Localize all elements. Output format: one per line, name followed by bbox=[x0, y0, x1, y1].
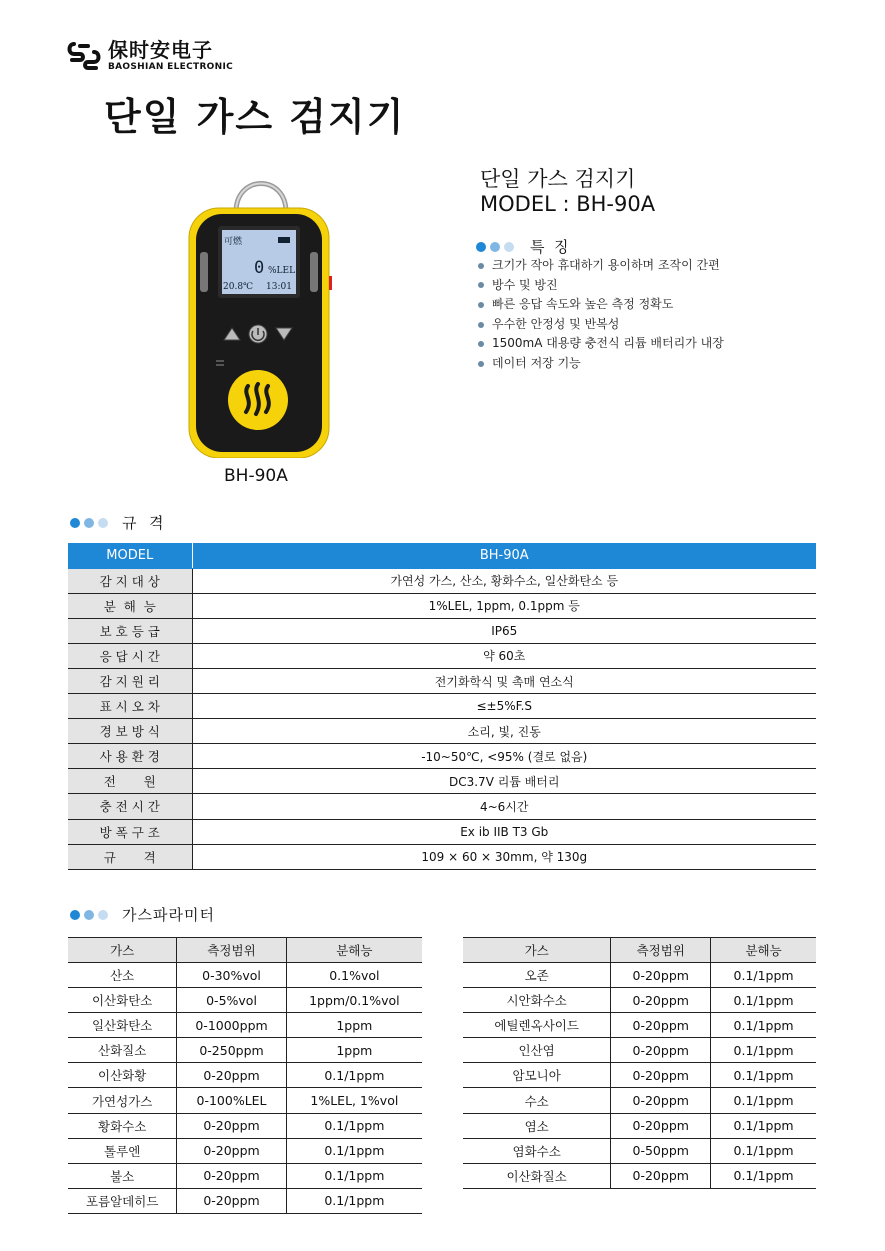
list-item bbox=[478, 334, 724, 354]
column-header-resolution: 분해능 bbox=[286, 938, 422, 963]
gas-range-cell: 0-30%vol bbox=[177, 963, 286, 988]
screen-gas-label: 可燃 bbox=[224, 237, 243, 247]
gas-name-cell: 암모니아 bbox=[463, 1063, 611, 1088]
gas-resolution-cell: 0.1/1ppm bbox=[711, 1013, 816, 1038]
gas-range-cell: 0-20ppm bbox=[177, 1163, 286, 1188]
screen-value: 0 bbox=[254, 258, 265, 278]
gas-range-cell: 0-50ppm bbox=[611, 1138, 711, 1163]
gas-name-cell: 이산화황 bbox=[68, 1063, 177, 1088]
table-row bbox=[68, 1138, 422, 1163]
spec-key: 사 용 환 경 bbox=[68, 744, 192, 769]
page-title: 단일 가스 검지기 bbox=[104, 95, 406, 139]
table-header-row bbox=[463, 938, 816, 963]
gas-name-cell: 에틸렌옥사이드 bbox=[463, 1013, 611, 1038]
table-header-row bbox=[68, 543, 816, 568]
screen-time: 13:01 bbox=[266, 282, 292, 292]
table-row bbox=[68, 568, 816, 593]
table-row bbox=[68, 819, 816, 844]
gas-resolution-cell: 1ppm/0.1%vol bbox=[286, 988, 422, 1013]
feature-text: 우수한 안정성 및 반복성 bbox=[492, 316, 620, 331]
gas-name-cell: 가연성가스 bbox=[68, 1088, 177, 1113]
gas-name-cell: 염화수소 bbox=[463, 1138, 611, 1163]
table-row bbox=[68, 1038, 422, 1063]
column-header-range: 측정범위 bbox=[611, 938, 711, 963]
gas-range-cell: 0-250ppm bbox=[177, 1038, 286, 1063]
gas-resolution-cell: 1ppm bbox=[286, 1013, 422, 1038]
spec-value: 가연성 가스, 산소, 황화수소, 일산화탄소 등 bbox=[192, 568, 816, 593]
screen-temp: 20.8℃ bbox=[223, 282, 254, 292]
list-item bbox=[478, 354, 724, 374]
gas-name-cell: 일산화탄소 bbox=[68, 1013, 177, 1038]
gas-range-cell: 0-20ppm bbox=[611, 1063, 711, 1088]
spec-key: 감 지 원 리 bbox=[68, 668, 192, 693]
table-row bbox=[68, 744, 816, 769]
brand-logo bbox=[66, 38, 233, 74]
table-row bbox=[463, 1138, 816, 1163]
specs-heading bbox=[70, 512, 165, 533]
spec-value: ≤±5%F.S bbox=[192, 694, 816, 719]
spec-key: 규 격 bbox=[68, 844, 192, 869]
screen-unit: %LEL bbox=[268, 266, 296, 276]
gas-resolution-cell: 0.1/1ppm bbox=[286, 1113, 422, 1138]
gas-name-cell: 시안화수소 bbox=[463, 988, 611, 1013]
gas-range-cell: 0-20ppm bbox=[611, 988, 711, 1013]
gas-params-table-left bbox=[68, 937, 422, 1214]
table-row bbox=[68, 618, 816, 643]
specs-heading-label: 규 격 bbox=[122, 514, 165, 532]
side-title: 단일 가스 검지기 bbox=[480, 167, 636, 191]
spec-header-value: BH-90A bbox=[192, 543, 816, 568]
spec-value: DC3.7V 리튬 배터리 bbox=[192, 769, 816, 794]
features-heading bbox=[476, 236, 569, 257]
spec-key: 분 해 능 bbox=[68, 593, 192, 618]
gas-resolution-cell: 0.1/1ppm bbox=[286, 1188, 422, 1213]
table-row bbox=[68, 593, 816, 618]
features-heading-label: 특 징 bbox=[530, 238, 569, 256]
gas-name-cell: 불소 bbox=[68, 1163, 177, 1188]
column-header-gas: 가스 bbox=[68, 938, 177, 963]
table-row bbox=[463, 1113, 816, 1138]
gas-resolution-cell: 0.1/1ppm bbox=[286, 1138, 422, 1163]
gas-range-cell: 0-20ppm bbox=[611, 1038, 711, 1063]
feature-text: 크기가 작아 휴대하기 용이하며 조작이 간편 bbox=[492, 258, 720, 272]
bullet-icon bbox=[478, 282, 484, 288]
spec-key: 보 호 등 급 bbox=[68, 618, 192, 643]
spec-value: 약 60초 bbox=[192, 643, 816, 668]
spec-value: -10~50℃, <95% (결로 없음) bbox=[192, 744, 816, 769]
spec-value: 109 × 60 × 30mm, 약 130g bbox=[192, 844, 816, 869]
table-row bbox=[463, 1013, 816, 1038]
section-dots-icon bbox=[476, 242, 514, 252]
gas-resolution-cell: 0.1/1ppm bbox=[286, 1063, 422, 1088]
gas-range-cell: 0-20ppm bbox=[611, 1088, 711, 1113]
side-model: MODEL : BH-90A bbox=[480, 192, 656, 216]
gas-range-cell: 0-20ppm bbox=[177, 1063, 286, 1088]
gas-detector-device-image bbox=[186, 178, 332, 458]
bullet-icon bbox=[478, 263, 484, 269]
spec-value: Ex ib IIB T3 Gb bbox=[192, 819, 816, 844]
gas-resolution-cell: 0.1/1ppm bbox=[711, 1063, 816, 1088]
list-item bbox=[478, 295, 724, 315]
gas-range-cell: 0-5%vol bbox=[177, 988, 286, 1013]
gas-range-cell: 0-20ppm bbox=[177, 1138, 286, 1163]
gas-range-cell: 0-20ppm bbox=[177, 1113, 286, 1138]
table-row bbox=[68, 643, 816, 668]
gas-range-cell: 0-20ppm bbox=[611, 1113, 711, 1138]
gas-name-cell: 포름알데히드 bbox=[68, 1188, 177, 1213]
section-dots-icon bbox=[70, 518, 108, 528]
spec-value: 소리, 빛, 진동 bbox=[192, 719, 816, 744]
table-row bbox=[463, 988, 816, 1013]
gas-resolution-cell: 0.1/1ppm bbox=[711, 1113, 816, 1138]
table-row bbox=[68, 844, 816, 869]
table-row bbox=[68, 694, 816, 719]
product-caption: BH-90A bbox=[224, 466, 288, 486]
table-row bbox=[68, 1063, 422, 1088]
gas-resolution-cell: 0.1/1ppm bbox=[711, 1138, 816, 1163]
feature-text: 1500mA 대용량 충전식 리튬 배터리가 내장 bbox=[492, 336, 724, 351]
gas-range-cell: 0-20ppm bbox=[611, 1163, 711, 1188]
gas-params-heading bbox=[70, 904, 215, 925]
bullet-icon bbox=[478, 361, 484, 367]
table-row bbox=[68, 719, 816, 744]
table-row bbox=[68, 1088, 422, 1113]
table-row bbox=[68, 963, 422, 988]
gas-range-cell: 0-20ppm bbox=[611, 1013, 711, 1038]
gas-name-cell: 산소 bbox=[68, 963, 177, 988]
spec-key: 충 전 시 간 bbox=[68, 794, 192, 819]
table-row bbox=[68, 1188, 422, 1213]
table-row bbox=[463, 1163, 816, 1188]
table-row bbox=[463, 963, 816, 988]
spec-key: 감 지 대 상 bbox=[68, 568, 192, 593]
gas-resolution-cell: 0.1/1ppm bbox=[711, 1038, 816, 1063]
brand-name-cn: 保时安电子 bbox=[108, 38, 213, 62]
spec-value: 전기화학식 및 촉매 연소식 bbox=[192, 668, 816, 693]
table-row bbox=[463, 1038, 816, 1063]
gas-name-cell: 톨루엔 bbox=[68, 1138, 177, 1163]
table-row bbox=[68, 668, 816, 693]
list-item bbox=[478, 315, 724, 335]
gas-resolution-cell: 0.1/1ppm bbox=[711, 963, 816, 988]
table-row bbox=[68, 1113, 422, 1138]
feature-text: 빠른 응답 속도와 높은 측정 정확도 bbox=[492, 297, 674, 312]
features-list bbox=[478, 256, 724, 374]
brand-mark-icon bbox=[66, 38, 102, 74]
gas-resolution-cell: 0.1%vol bbox=[286, 963, 422, 988]
table-row bbox=[463, 1088, 816, 1113]
section-dots-icon bbox=[70, 910, 108, 920]
gas-params-heading-label: 가스파라미터 bbox=[122, 906, 215, 924]
gas-name-cell: 이산화질소 bbox=[463, 1163, 611, 1188]
spec-key: 응 답 시 간 bbox=[68, 643, 192, 668]
gas-name-cell: 이산화탄소 bbox=[68, 988, 177, 1013]
table-row bbox=[68, 1163, 422, 1188]
bullet-icon bbox=[478, 341, 484, 347]
table-row bbox=[68, 1013, 422, 1038]
column-header-range: 측정범위 bbox=[177, 938, 286, 963]
brand-name-en: BAOSHIAN ELECTRONIC bbox=[108, 62, 234, 72]
column-header-resolution: 분해능 bbox=[711, 938, 816, 963]
list-item bbox=[478, 256, 724, 276]
bullet-icon bbox=[478, 302, 484, 308]
gas-resolution-cell: 0.1/1ppm bbox=[711, 1163, 816, 1188]
gas-name-cell: 오존 bbox=[463, 963, 611, 988]
gas-range-cell: 0-20ppm bbox=[177, 1188, 286, 1213]
spec-key: 경 보 방 식 bbox=[68, 719, 192, 744]
table-row bbox=[463, 1063, 816, 1088]
spec-key: 방 폭 구 조 bbox=[68, 819, 192, 844]
gas-params-table-right bbox=[463, 937, 816, 1189]
column-header-gas: 가스 bbox=[463, 938, 611, 963]
table-row bbox=[68, 794, 816, 819]
spec-header-key: MODEL bbox=[68, 543, 192, 568]
specs-table bbox=[68, 543, 816, 870]
table-header-row bbox=[68, 938, 422, 963]
spec-value: 1%LEL, 1ppm, 0.1ppm 등 bbox=[192, 593, 816, 618]
gas-resolution-cell: 0.1/1ppm bbox=[711, 1088, 816, 1113]
spec-value: IP65 bbox=[192, 618, 816, 643]
gas-resolution-cell: 1ppm bbox=[286, 1038, 422, 1063]
spec-key: 전 원 bbox=[68, 769, 192, 794]
gas-resolution-cell: 0.1/1ppm bbox=[711, 988, 816, 1013]
gas-name-cell: 수소 bbox=[463, 1088, 611, 1113]
bullet-icon bbox=[478, 322, 484, 328]
gas-name-cell: 산화질소 bbox=[68, 1038, 177, 1063]
gas-resolution-cell: 0.1/1ppm bbox=[286, 1163, 422, 1188]
gas-name-cell: 인산염 bbox=[463, 1038, 611, 1063]
specs-table-body bbox=[68, 568, 816, 869]
gas-range-cell: 0-100%LEL bbox=[177, 1088, 286, 1113]
feature-text: 데이터 저장 기능 bbox=[492, 355, 581, 370]
gas-range-cell: 0-20ppm bbox=[611, 963, 711, 988]
gas-name-cell: 황화수소 bbox=[68, 1113, 177, 1138]
list-item bbox=[478, 276, 724, 296]
spec-key: 표 시 오 차 bbox=[68, 694, 192, 719]
table-row bbox=[68, 769, 816, 794]
gas-name-cell: 염소 bbox=[463, 1113, 611, 1138]
table-row bbox=[68, 988, 422, 1013]
gas-resolution-cell: 1%LEL, 1%vol bbox=[286, 1088, 422, 1113]
gas-range-cell: 0-1000ppm bbox=[177, 1013, 286, 1038]
feature-text: 방수 및 방진 bbox=[492, 277, 558, 292]
spec-value: 4~6시간 bbox=[192, 794, 816, 819]
